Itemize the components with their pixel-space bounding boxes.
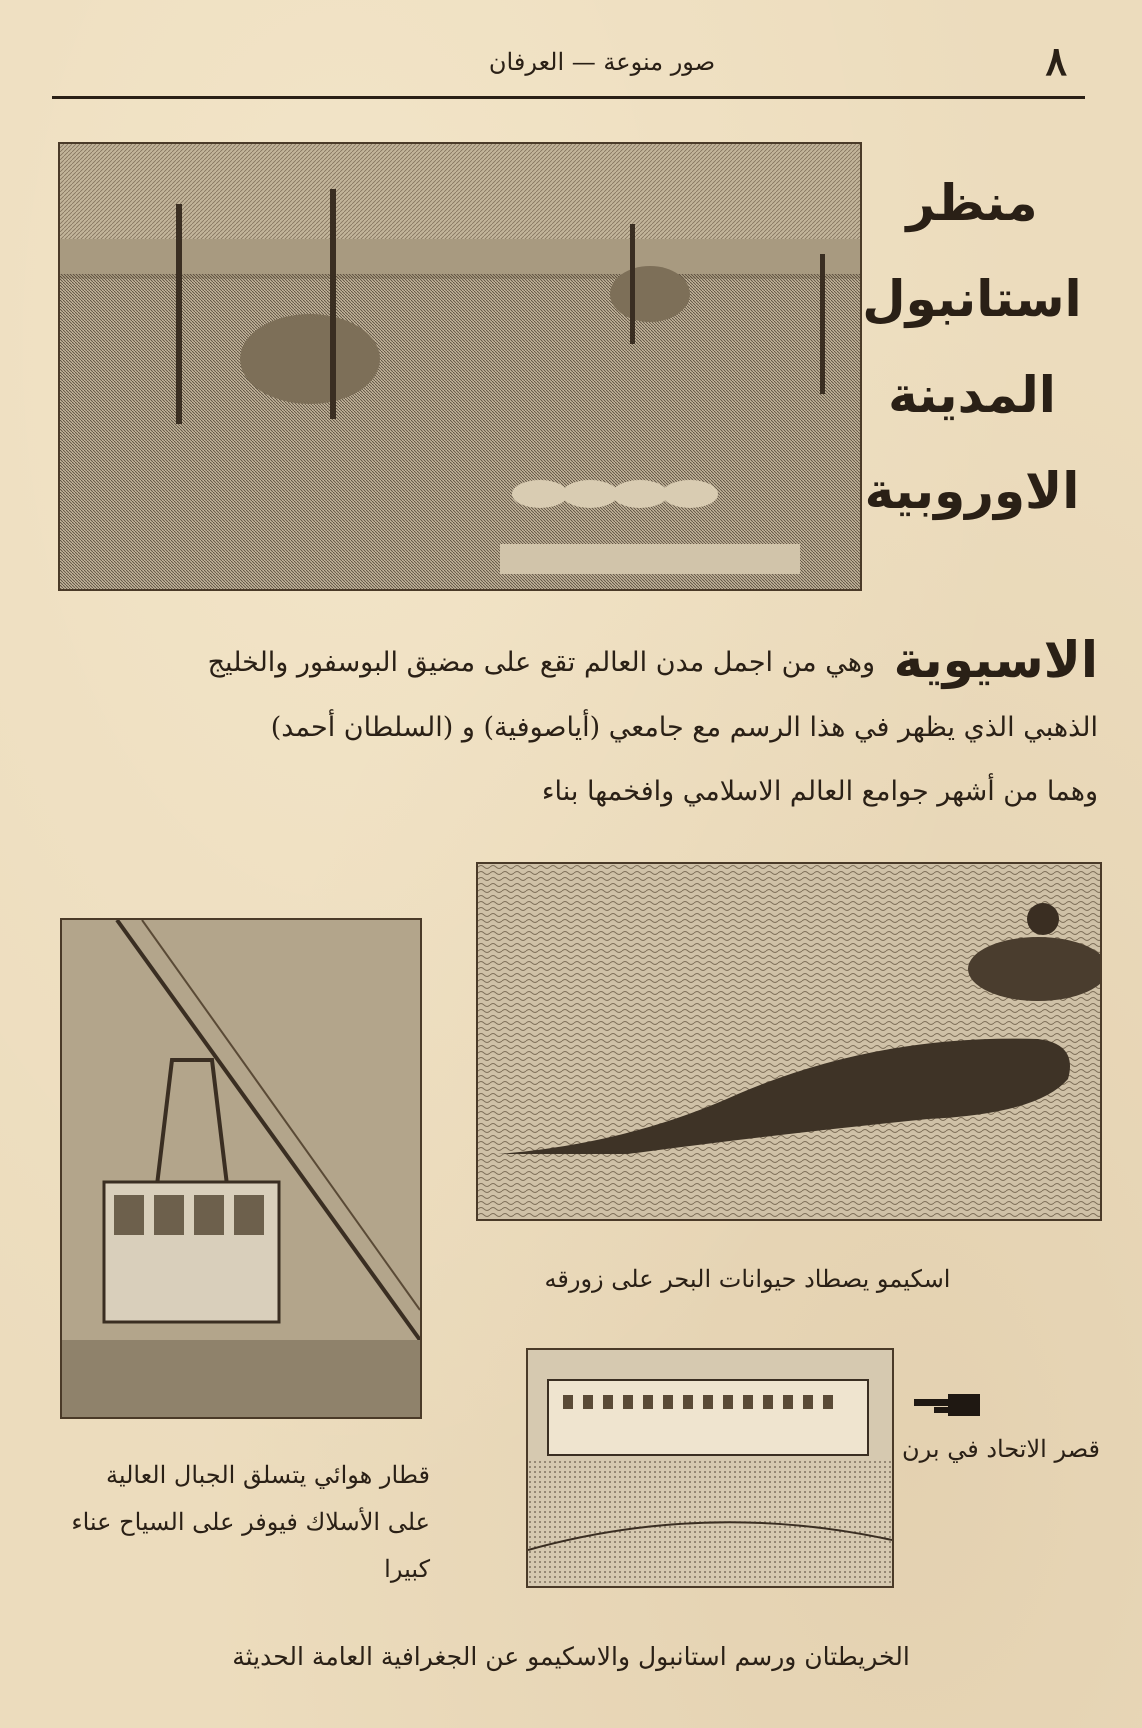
- title-line: الاوروبية: [864, 462, 1080, 520]
- title-line: استانبول: [862, 270, 1082, 328]
- istanbul-text-line-2: الذهبي الذي يظهر في هذا الرسم مع جامعي (أياصوفية) و (السلطان أحمد): [270, 712, 1098, 743]
- istanbul-text-line-3: وهما من أشهر جوامع العالم الاسلامي وافخمها بناء: [541, 776, 1098, 807]
- pointing-hand-icon: [908, 1390, 984, 1420]
- palace-caption: قصر الاتحاد في برن: [902, 1435, 1100, 1463]
- text-line: وهي من اجمل مدن العالم تقع على مضيق البوسفور والخليج: [207, 647, 875, 678]
- title-line: المدينة: [888, 366, 1056, 424]
- istanbul-text-line-1: [48, 631, 1098, 689]
- istanbul-engraving: [58, 142, 862, 591]
- title-line-last: الاسيوية: [893, 631, 1098, 689]
- page-header: [52, 38, 1085, 99]
- running-head: صور منوعة — العرفان: [488, 48, 716, 76]
- title-line: منظر: [906, 174, 1038, 232]
- cable-car-caption-line-2: على الأسلاك فيوفر على السياح عناء: [71, 1508, 430, 1536]
- cable-car-photo: [60, 918, 422, 1419]
- cable-car-caption-line-1: قطار هوائي يتسلق الجبال العالية: [105, 1461, 430, 1489]
- source-footnote: الخريطتان ورسم استانبول والاسكيمو عن الجغرافية العامة الحديثة: [232, 1642, 910, 1671]
- palace-engraving: [526, 1348, 894, 1588]
- page-number: ٨: [1045, 38, 1067, 85]
- eskimo-caption: اسكيمو يصطاد حيوانات البحر على زورقه: [544, 1265, 951, 1293]
- istanbul-title: [857, 155, 1087, 539]
- eskimo-engraving: [476, 862, 1102, 1221]
- cable-car-caption-line-3: كبيرا: [384, 1555, 430, 1583]
